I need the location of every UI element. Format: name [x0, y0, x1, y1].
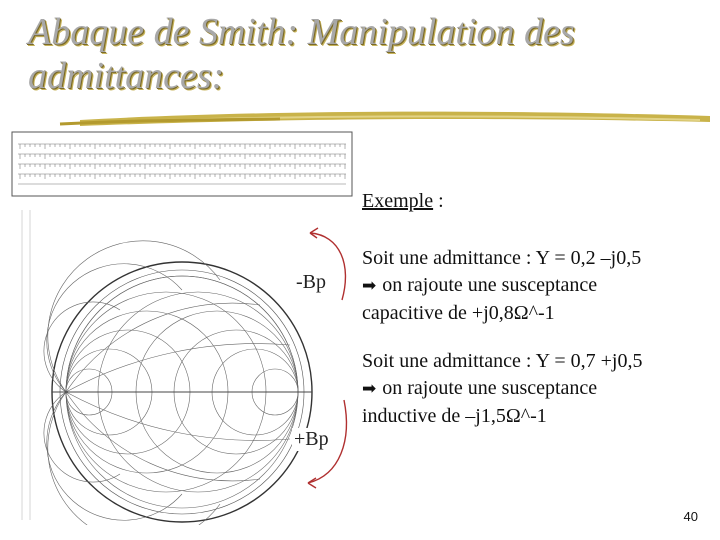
title-underline-swoosh [20, 102, 710, 130]
page-number: 40 [683, 509, 698, 524]
plus-bp-label: +Bp [294, 428, 329, 450]
slide-title [28, 10, 708, 98]
para1-line2-row [362, 272, 712, 300]
minus-bp-label: -Bp [296, 271, 326, 293]
para1-line2: on rajoute une susceptance [382, 274, 598, 296]
example-suffix: : [433, 190, 444, 212]
para2-line2-row [362, 375, 712, 403]
example-label: Exemple [362, 190, 434, 212]
example-paragraph-1 [362, 245, 712, 327]
para2-line2: on rajoute une susceptance [382, 377, 598, 399]
right-arrow-icon: ➡ [362, 276, 377, 296]
para2-line1: Soit une admittance : Y = 0,7 +j0,5 [362, 350, 643, 372]
para1-line3: capacitive de +j0,8Ω^-1 [362, 302, 555, 324]
susceptance-arcs [300, 225, 360, 495]
example-paragraph-2 [362, 348, 712, 430]
title-line-1: Abaque de Smith: Manipulation des [28, 11, 575, 53]
example-heading [362, 188, 712, 215]
right-arrow-icon: ➡ [362, 379, 377, 399]
para2-line3: inductive de –j1,5Ω^-1 [362, 405, 547, 427]
title-line-2: admittances: [28, 55, 225, 97]
para1-line1: Soit une admittance : Y = 0,2 –j0,5 [362, 247, 642, 269]
